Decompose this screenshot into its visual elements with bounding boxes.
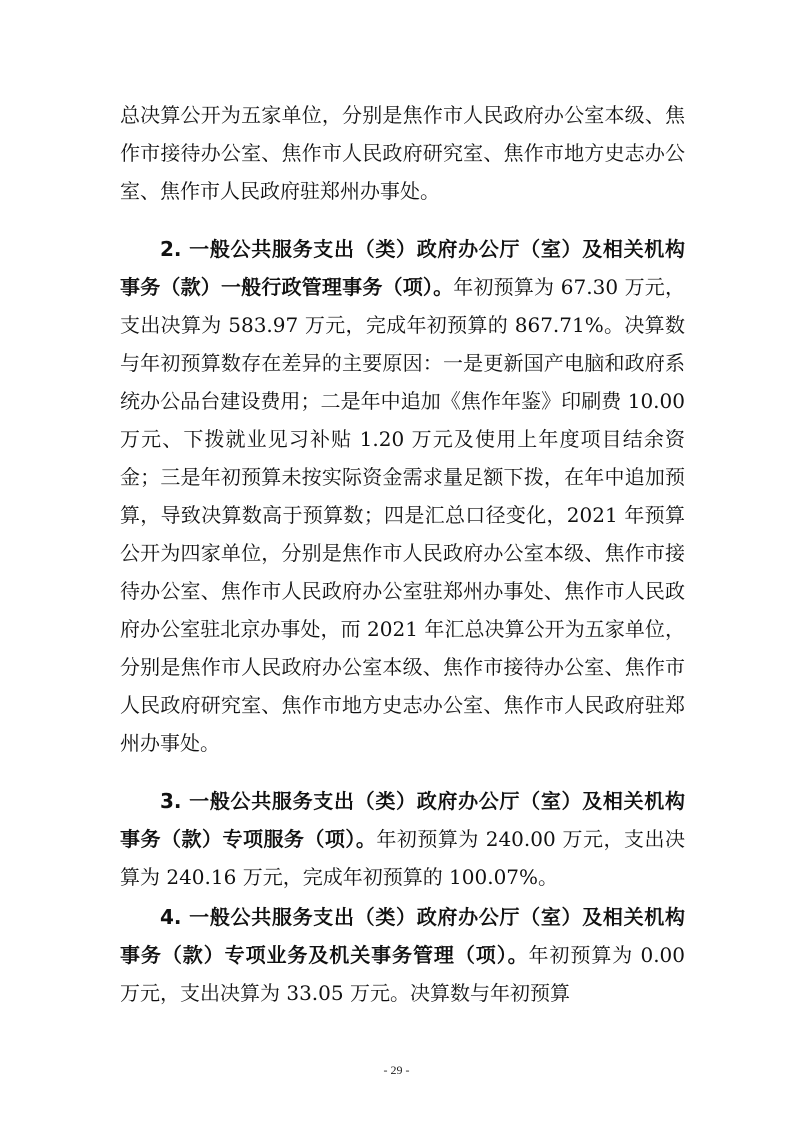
paragraph-item-3 — [120, 782, 685, 896]
page-number: - 29 - — [383, 1063, 410, 1077]
paragraph-2-body: 年初预算为 67.30 万元，支出决算为 583.97 万元，完成年初预算的 867.71%。决算数与年初预算数存在差异的主要原因：一是更新国产电脑和政府系统办公品台建设费用；二是年中追加《焦作年鉴》印刷费 10.00 万元、下拨就业见习补贴 1.20 万元及使用上年度项目结余资金；三是年初预算未按实际资金需求量足额下拨，在年中追加预算，导致决算数高于预算数；四是汇总口径变化，2021 年预算公开为四家单位，分别是焦作市人民政府办公室本级、焦作市接待办公室、焦作市人民政府办公室驻郑州办事处、焦作市人民政府办公室驻北京办事处，而 2021 年汇总决算公开为五家单位，分别是焦作市人民政府办公室本级、焦作市接待办公室、焦作市人民政府研究室、焦作市地方史志办公室、焦作市人民政府驻郑州办事处。 — [120, 275, 685, 755]
paragraph-4-heading: 4. 一般公共服务支出（类）政府办公厅（室）及相关机构事务（款）专项业务及机关事务管理（项）。 — [120, 905, 685, 967]
paragraph-item-4 — [120, 898, 685, 1012]
paragraph-item-2 — [120, 230, 685, 762]
paragraph-2-heading: 2. 一般公共服务支出（类）政府办公厅（室）及相关机构事务（款）一般行政管理事务（项）。 — [120, 237, 685, 299]
paragraph-1-body: 总决算公开为五家单位，分别是焦作市人民政府办公室本级、焦作市接待办公室、焦作市人民政府研究室、焦作市地方史志办公室、焦作市人民政府驻郑州办事处。 — [120, 103, 685, 203]
paragraph-3-heading: 3. 一般公共服务支出（类）政府办公厅（室）及相关机构事务（款）专项服务（项）。 — [120, 789, 685, 851]
paragraph-continuation — [120, 96, 685, 210]
paragraph-3-body: 年初预算为 240.00 万元，支出决算为 240.16 万元，完成年初预算的 100.07%。 — [120, 827, 686, 889]
paragraph-4-body: 年初预算为 0.00 万元，支出决算为 33.05 万元。决算数与年初预算 — [120, 943, 685, 1005]
